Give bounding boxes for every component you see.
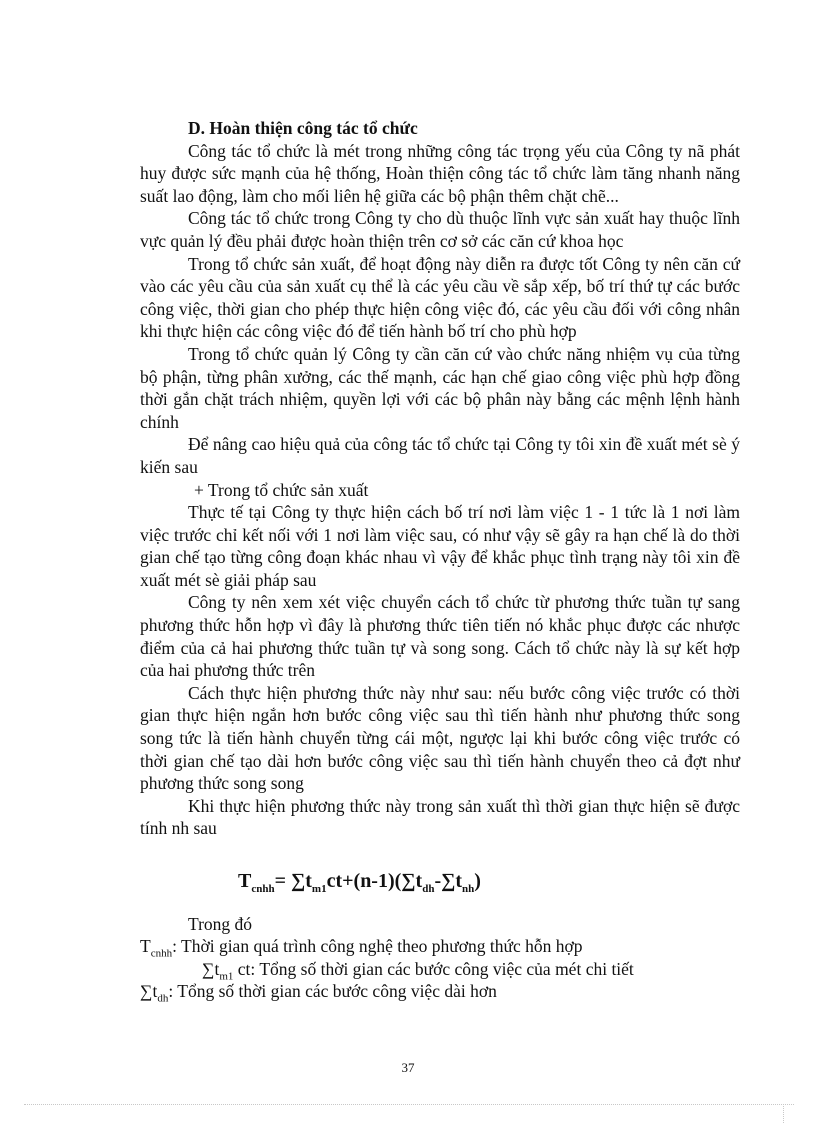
legend-item: [140, 935, 740, 958]
legend-text: : Tổng số thời gian các bước công việc dài hơn: [168, 981, 497, 1002]
legend-text: : Thời gian quá trình công nghệ theo phương thức hỗn hợp: [172, 936, 583, 957]
where-label: Trong đó: [188, 913, 253, 934]
formula-sub2: dh: [422, 883, 435, 895]
formula: [140, 870, 740, 893]
legend-symbol: ∑t: [202, 958, 220, 979]
paragraph: Công tác tổ chức là mét trong những công tác trọng yếu của Công ty nã phát huy được sức mạnh của hệ thống, Hoàn thiện công tác tổ chức làm tăng nhanh năng suất lao động, làm cho mối liên hệ giữa các bộ phận thêm chặt chẽ...: [140, 140, 740, 206]
legend-text: ct: Tổng số thời gian các bước công việc của mét chi tiết: [233, 958, 634, 979]
paragraph: Để nâng cao hiệu quả của công tác tổ chức tại Công ty tôi xin đề xuất mét sè ý kiến sau: [140, 434, 740, 477]
legend-sub: cnhh: [150, 947, 173, 960]
page-break-marker: [783, 1104, 784, 1123]
legend-symbol: T: [140, 936, 151, 957]
paragraph: Trong tổ chức sản xuất, để hoạt động này diễn ra được tốt Công ty nên căn cứ vào các yêu cầu của sản xuất cụ thể là các yêu cầu về sắp xếp, bố trí thứ tự các bước công việc, thời gian cho phép thực hiện công việc đó, các yêu cầu đối với công nhân khi thực hiện các công việc đó để tiến hành bố trí cho phù hợp: [140, 253, 740, 342]
formula-sigma1: ∑t: [291, 870, 312, 892]
page-break-line: [24, 1104, 794, 1105]
formula-close: ): [474, 870, 481, 892]
paragraph: Công tác tổ chức trong Công ty cho dù thuộc lĩnh vực sản xuất hay thuộc lĩnh vực quản lý đều phải được hoàn thiện trên cơ sở các căn cứ khoa học: [140, 208, 740, 251]
formula-eq: =: [274, 870, 291, 892]
section-heading: D. Hoàn thiện công tác tổ chức: [188, 118, 418, 138]
page-number: 37: [401, 1060, 415, 1075]
paragraph: Công ty nên xem xét việc chuyển cách tổ chức từ phương thức tuần tự sang phương thức hỗn hợp vì đây là phương thức tiên tiến nó khắc phục được các nhược điểm của cả hai phương thức tuần tự và song song. Cách tổ chức này là sự kết hợp của hai phương thức trên: [140, 592, 740, 681]
legend-item: [140, 958, 740, 981]
paragraph: Cách thực hiện phương thức này như sau: nếu bước công việc trước có thời gian thực hiện ngắn hơn bước công việc sau thì tiến hành như phương thức song song tức là tiến hành chuyển từng cái một, ngược lại khi bước công việc trước có thời gian chế tạo dài hơn bước công việc sau thì tiến hành chuyển theo cả đợt như phương thức song song: [140, 682, 740, 794]
legend-sub: m1: [219, 970, 234, 983]
page-body: [140, 117, 740, 1003]
paragraph: Khi thực hiện phương thức này trong sản xuất thì thời gian thực hiện sẽ được tính nh sau: [140, 795, 740, 839]
formula-minus: -∑t: [434, 870, 463, 892]
paragraph: Trong tổ chức quản lý Công ty cần căn cứ vào chức năng nhiệm vụ của từng bộ phận, từng phân xưởng, các thế mạnh, các hạn chế giao công việc phù hợp đồng thời gắn chặt trách nhiệm, quyền lợi với các bộ phân này bằng các mệnh lệnh hành chính: [140, 343, 740, 432]
formula-mid: ct+(n-1)(∑t: [326, 870, 423, 892]
formula-lhs-sub: cnhh: [251, 883, 275, 895]
legend-sub: dh: [157, 992, 169, 1005]
legend-symbol: ∑t: [140, 981, 158, 1002]
subheading: + Trong tổ chức sản xuất: [194, 479, 369, 500]
formula-lhs: T: [238, 870, 252, 892]
paragraph: Thực tế tại Công ty thực hiện cách bố trí nơi làm việc 1 - 1 tức là 1 nơi làm việc trước chỉ kết nối với 1 nơi làm việc sau, có như vậy sẽ gây ra hạn chế là do thời gian chế tạo từng công đoạn khác nhau vì vậy để khắc phục tình trạng này tôi xin đề xuất mét sè giải pháp sau: [140, 502, 740, 590]
legend-item: [140, 980, 740, 1003]
formula-sub3: nh: [462, 883, 475, 895]
formula-sub1: m1: [311, 883, 327, 895]
